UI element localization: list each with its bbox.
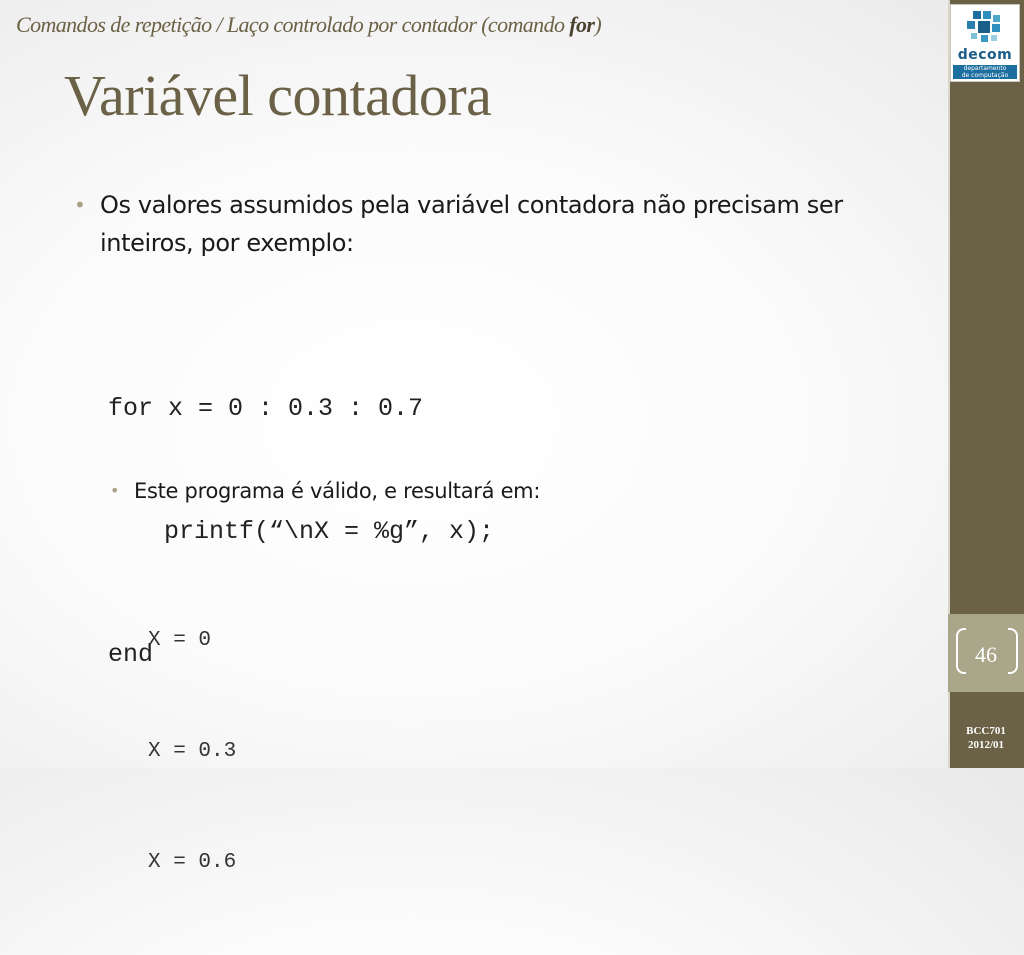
course-code: BCC701 [966, 725, 1006, 737]
decom-logo [950, 4, 1020, 82]
logo-squares-icon [951, 5, 1021, 49]
course-term: 2012/01 [967, 739, 1005, 751]
output-line: X = 0.3 [148, 740, 237, 763]
page-number: 46 [975, 642, 997, 667]
bullet-item [74, 186, 870, 262]
output-line: X = 0.6 [148, 851, 237, 874]
output-line: X = 0 [148, 629, 212, 652]
bullet-text: Os valores assumidos pela variável contadora não precisam ser inteiros, por exemplo: [100, 191, 843, 257]
subtitle-prefix: Comandos de repetição / Laço controlado por contador (comando [16, 12, 570, 37]
program-output [148, 548, 236, 955]
logo-name: decom [957, 47, 1013, 63]
sub-bullet-item [110, 476, 904, 506]
subtitle-suffix: ) [594, 12, 602, 37]
slide-subtitle [16, 12, 601, 38]
logo-subtitle-line: de computação [961, 72, 1009, 79]
logo-subtitle-line: departamento [963, 65, 1007, 72]
bullet-dot-icon: • [74, 193, 86, 217]
course-label [948, 724, 1024, 752]
slide-title: Variável contadora [64, 63, 492, 128]
code-line: for x = 0 : 0.3 : 0.7 [108, 394, 424, 423]
subtitle-bold: for [569, 12, 595, 37]
code-line: printf(“\nX = %g”, x); [164, 517, 495, 546]
bullet-text: Este programa é válido, e resultará em: [134, 479, 541, 503]
code-line: end [108, 640, 154, 669]
page-number-box [948, 614, 1024, 692]
logo-subtitle [953, 65, 1017, 79]
bullet-dot-icon: • [110, 481, 120, 500]
